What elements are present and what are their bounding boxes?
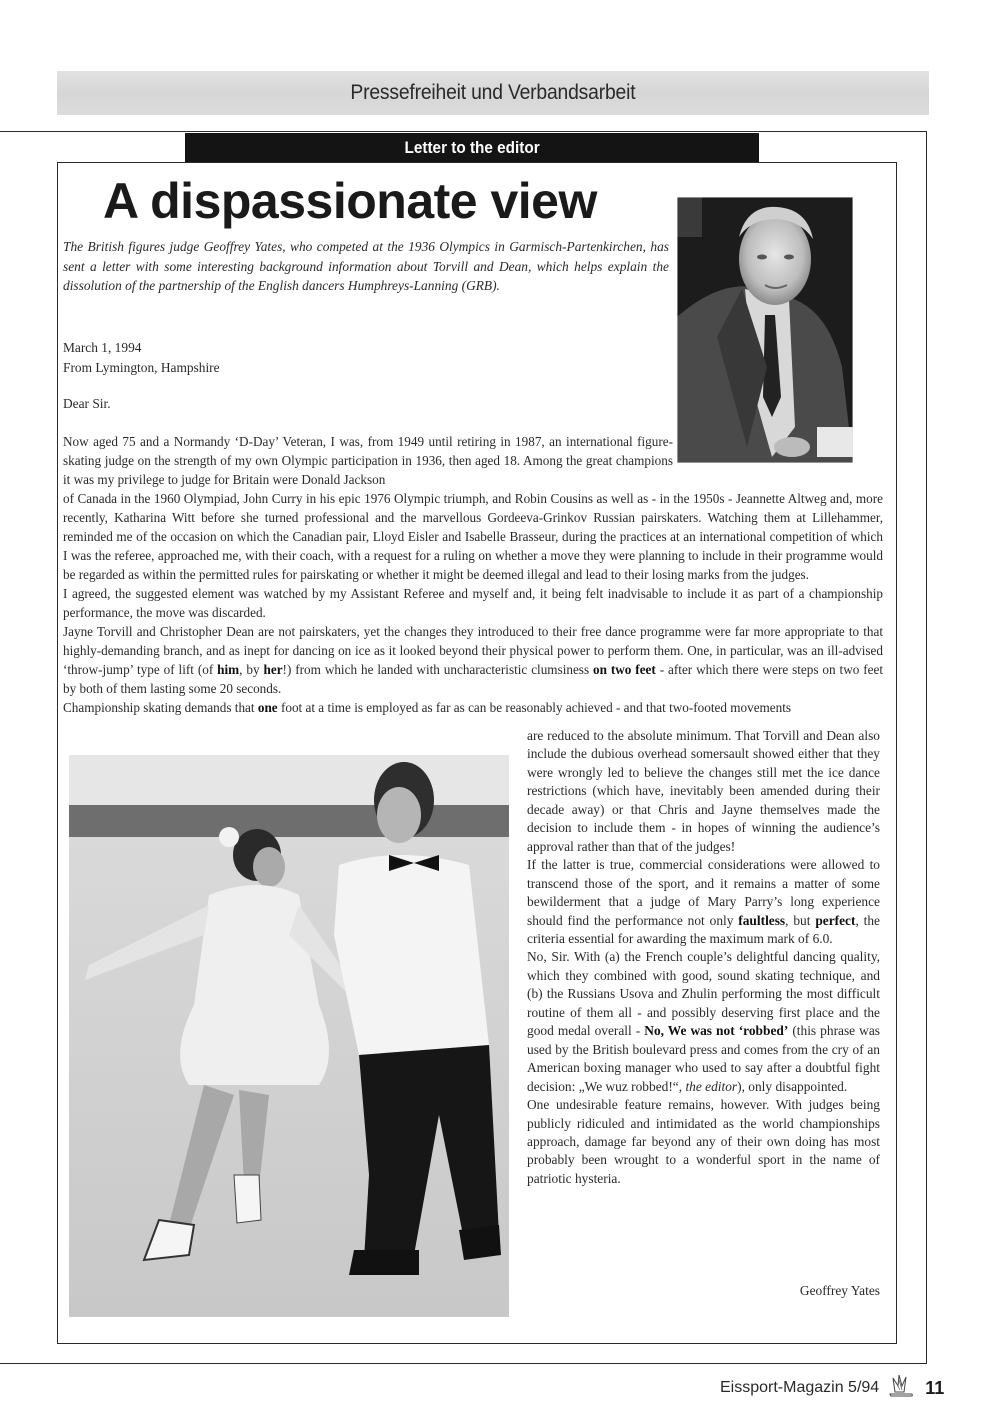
text-run: , by [239,662,264,677]
text-run: , but [785,912,816,928]
text-run: foot at a time is employed as far as can be reasonably achieved - and that two-footed movements [277,700,792,715]
text-run: , the criteria essential for awarding the maximum mark of 6.0. [527,912,881,946]
portrait-photo [677,197,853,463]
letter-place: From Lymington, Hampshire [63,359,220,375]
bold-run: one [257,700,278,715]
portrait-illustration [677,197,853,463]
page-footer [720,1375,944,1401]
skaters-illustration [69,755,509,1317]
text-run: ), only disappointed. [737,1078,848,1094]
article-headline: A dispassionate view [103,173,597,229]
letter-signature: Geoffrey Yates [799,1283,880,1298]
magazine-issue: Eissport-Magazin 5/94 [720,1379,880,1396]
letter-paragraph-2: I agreed, the suggested element was watched by my Assistant Referee and myself and, it being felt inadvisable to include it as part of a championship performance, the move was discarded. [63,586,883,620]
letter-paragraph-4 [63,698,883,717]
letter-paragraph-1: Now aged 75 and a Normandy ‘D-Day’ Veteran, I was, from 1949 until retiring in 1987, an international figure-skating judge on the strength of my own Olympic participation in 1936, then aged 18. Among the great champions it was my privilege to judge for Britain were Donald Jackson [63,434,673,487]
skate-wing-logo-icon [887,1372,915,1405]
skaters-photo [69,755,509,1317]
letter-body-upper [63,432,883,717]
section-header [57,71,929,115]
letter-paragraph-3 [63,622,883,698]
article-intro: The British figures judge Geoffrey Yates, who competed at the 1936 Olympics in Garmisch-Partenkirchen, has sent a letter with some interesting background information about Torvill and Dean, which helps explain the dissolution of the partnership of the English dancers Humphreys-Lanning (GRB). [63,239,669,293]
bold-run: faultless [738,912,786,928]
letter-paragraph-7: One undesirable feature remains, however. With judges being publicly ridiculed and intimidated as the world championships approach, damage far beyond any of their own doing has most probably been wrought to a wonderful sport in the name of patriotic hysteria. [527,1097,880,1186]
bold-run: perfect [815,912,856,928]
letter-salutation: Dear Sir. [63,396,111,411]
bold-run: her [263,662,283,677]
text-run: Championship skating demands that [63,700,258,715]
letter-paragraph-6 [527,948,880,1096]
text-run: If the latter is true, commercial considerations were allowed to transcend those of the sport, and it remains a matter of some bewilderment that a judge of Mary Parry’s long experience should find the performance not only [527,857,880,928]
bold-run: on two feet [593,662,656,677]
letter-meta [63,338,220,377]
letter-paragraph-1-cont: of Canada in the 1960 Olympiad, John Curry in his epic 1976 Olympic triumph, and Robin Cousins as well as - in the 1950s - Jeannette Altweg and, more recently, Katharina Witt before she turned professional and the marvellous Gordeeva-Grinkov Russian pairskaters. Watching them at Lillehammer, reminded me of the occasion on which the Canadian pair, Lloyd Eisler and Isabelle Brasseur, during the practices at an international competition of which I was the referee, approached me, with their coach, with a request for a ruling on whether a move they were planning to include in their programme would be regarded as within the permitted rules for pairskating or whether it might be deemed illegal and lead to their losing marks from the judges. [63,491,883,582]
text-run: !) from which he landed with uncharacteristic clumsiness [282,662,594,677]
italic-run: the editor [685,1078,738,1094]
bold-run: him [217,662,240,677]
category-label: Letter to the editor [404,137,540,157]
text-run: Jayne Torvill and Christopher Dean are not pairskaters, yet the changes they introduced to their free dance programme were far more appropriate to that highly-demanding branch, and as inept for dancing on ice as it looked beyond their physical power to perform them. One, in particular, was an ill-advised ‘throw-jump’ type of lift (of [63,624,883,677]
text-run: - after which there were steps on two feet by both of them lasting some 20 seconds. [63,662,883,696]
page-number: 11 [925,1377,945,1398]
letter-paragraph-5 [527,856,880,948]
letter-date: March 1, 1994 [63,340,142,355]
bold-run: No, We was not ‘robbed’ [644,1023,789,1039]
category-banner [185,133,759,162]
letter-body-right-column [527,727,880,1188]
section-header-title: Pressefreiheit und Verbandsarbeit [350,81,636,104]
text-run: No, Sir. With (a) the French couple’s delightful dancing quality, which they combined with good, sound skating technique, and (b) the Russians Usova and Zhulin performing the most difficult routine of them all - and possibly deserving first place and the good medal overall - [527,949,880,1039]
letter-paragraph-4-cont: are reduced to the absolute minimum. That Torvill and Dean also include the dubious overhead somersault showed either that they were wrongly led to believe the changes still met the ice dance restrictions (which have, inevitably been amended during their decade away) or that Chris and Jayne themselves made the decision to include them - in hopes of winning the audience’s approval rather than that of the judges! [527,728,880,854]
text-run: (this phrase was used by the British boulevard press and comes from the cry of an American boxing manager who used to say after a doubtful fight decision: „We wuz robbed!“, [527,1023,880,1094]
